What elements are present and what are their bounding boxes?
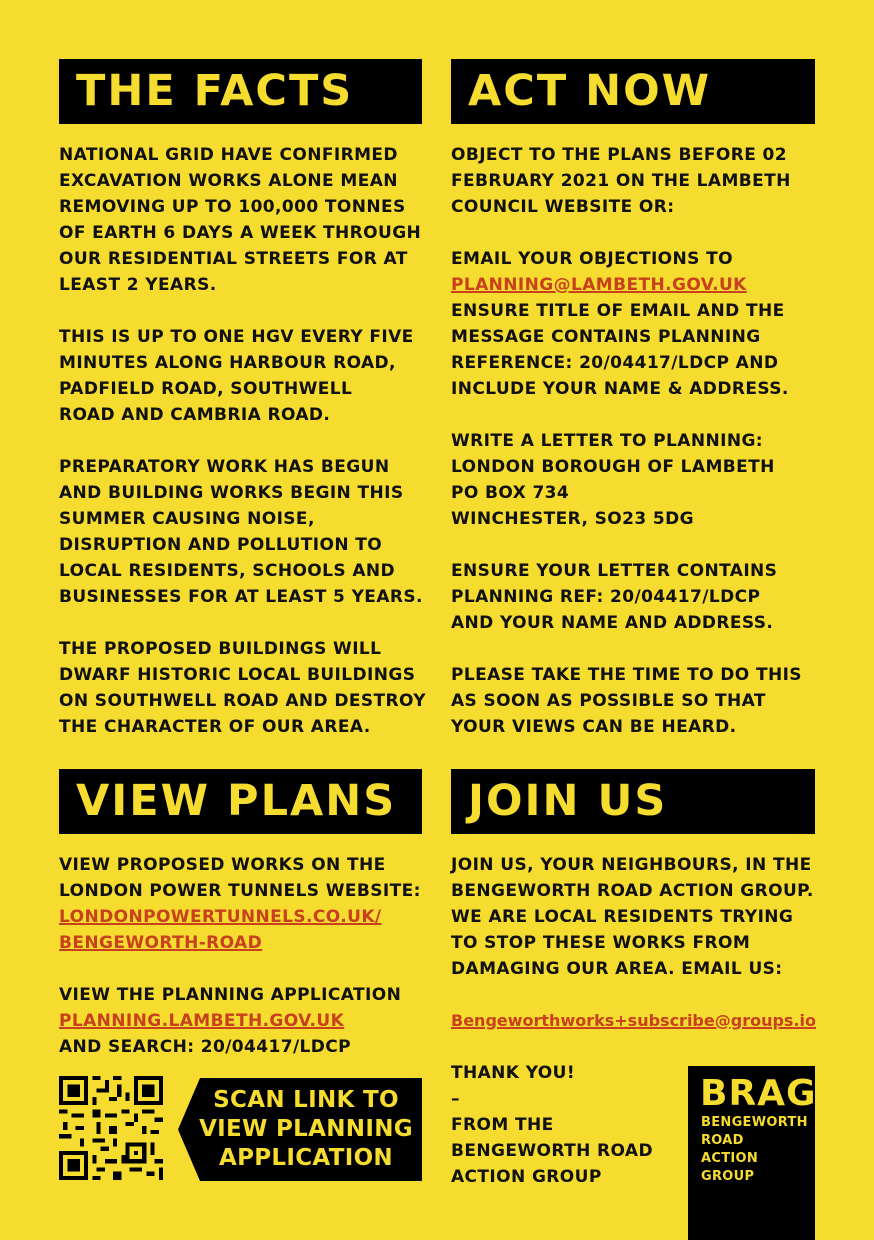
view-plans-section	[59, 769, 422, 1086]
scan-line-3: APPLICATION	[219, 1145, 393, 1171]
facts-heading: THE FACTS	[59, 59, 422, 124]
facts-section	[59, 59, 426, 766]
act-paragraph-1: OBJECT TO THE PLANS BEFORE 02 FEBRUARY 2021 ON THE LAMBETH COUNCIL WEBSITE OR:	[451, 145, 791, 217]
scan-line-2: VIEW PLANNING	[199, 1116, 413, 1142]
scan-link-callout	[178, 1078, 422, 1181]
act-paragraph-5: PLEASE TAKE THE TIME TO DO THIS AS SOON AS POSSIBLE SO THAT YOUR VIEWS CAN BE HEARD.	[451, 665, 802, 737]
act-paragraph-4: ENSURE YOUR LETTER CONTAINS PLANNING REF: 20/04417/LDCP AND YOUR NAME AND ADDRESS.	[451, 561, 778, 633]
brag-logo	[688, 1066, 815, 1240]
brag-word-2: ROAD	[701, 1133, 744, 1148]
join-us-heading: JOIN US	[451, 769, 815, 834]
act-paragraph-2: EMAIL YOUR OBJECTIONS TO PLANNING@LAMBETH.GOV.UK ENSURE TITLE OF EMAIL AND THE MESSAGE CONTAINS PLANNING REFERENCE: 20/04417/LDCP AND INCLUDE YOUR NAME & ADDRESS.	[451, 249, 789, 399]
join-paragraph-1: JOIN US, YOUR NEIGHBOURS, IN THE BENGEWORTH ROAD ACTION GROUP. WE ARE LOCAL RESIDENTS TRYING TO STOP THESE WORKS FROM DAMAGING OUR AREA. EMAIL US:	[451, 855, 814, 979]
act-now-section	[451, 59, 815, 766]
brag-acronym: BRAG	[700, 1073, 817, 1114]
view-paragraph-2: VIEW THE PLANNING APPLICATION PLANNING.LAMBETH.GOV.UK AND SEARCH: 20/04417/LDCP	[59, 985, 402, 1057]
brag-word-4: GROUP	[701, 1169, 755, 1184]
planning-email-link[interactable]: PLANNING@LAMBETH.GOV.UK	[451, 275, 747, 295]
qr-code-icon[interactable]	[59, 1076, 163, 1180]
planning-lambeth-link[interactable]: PLANNING.LAMBETH.GOV.UK	[59, 1011, 345, 1031]
brag-word-3: ACTION	[701, 1151, 759, 1166]
act-now-heading: ACT NOW	[451, 59, 815, 124]
view-plans-heading: VIEW PLANS	[59, 769, 422, 834]
power-tunnels-link-cont[interactable]: BENGEWORTH-ROAD	[59, 933, 263, 953]
subscribe-email-link[interactable]: Bengeworthworks+subscribe@groups.io	[451, 1011, 816, 1030]
view-paragraph-1: VIEW PROPOSED WORKS ON THE LONDON POWER TUNNELS WEBSITE: LONDONPOWERTUNNELS.CO.UK/ BENGEWORTH-ROAD	[59, 855, 421, 953]
act-paragraph-3: WRITE A LETTER TO PLANNING: LONDON BOROUGH OF LAMBETH PO BOX 734 WINCHESTER, SO23 5DG	[451, 431, 775, 529]
thanks-block: THANK YOU! – FROM THE BENGEWORTH ROAD ACTION GROUP	[451, 1063, 653, 1187]
power-tunnels-link[interactable]: LONDONPOWERTUNNELS.CO.UK/	[59, 907, 382, 927]
facts-paragraph-3: PREPARATORY WORK HAS BEGUN AND BUILDING WORKS BEGIN THIS SUMMER CAUSING NOISE, DISRUPTION AND POLLUTION TO LOCAL RESIDENTS, SCHOOLS AND BUSINESSES FOR AT LEAST 5 YEARS.	[59, 457, 423, 607]
facts-paragraph-2: THIS IS UP TO ONE HGV EVERY FIVE MINUTES ALONG HARBOUR ROAD, PADFIELD ROAD, SOUTHWELL ROAD AND CAMBRIA ROAD.	[59, 327, 414, 425]
brag-word-1: BENGEWORTH	[701, 1115, 808, 1130]
scan-line-1: SCAN LINK TO	[213, 1087, 399, 1113]
facts-paragraph-4: THE PROPOSED BUILDINGS WILL DWARF HISTORIC LOCAL BUILDINGS ON SOUTHWELL ROAD AND DESTROY THE CHARACTER OF OUR AREA.	[59, 639, 426, 737]
facts-paragraph-1: NATIONAL GRID HAVE CONFIRMED EXCAVATION WORKS ALONE MEAN REMOVING UP TO 100,000 TONNES OF EARTH 6 DAYS A WEEK THROUGH OUR RESIDENTIAL STREETS FOR AT LEAST 2 YEARS.	[59, 145, 422, 295]
